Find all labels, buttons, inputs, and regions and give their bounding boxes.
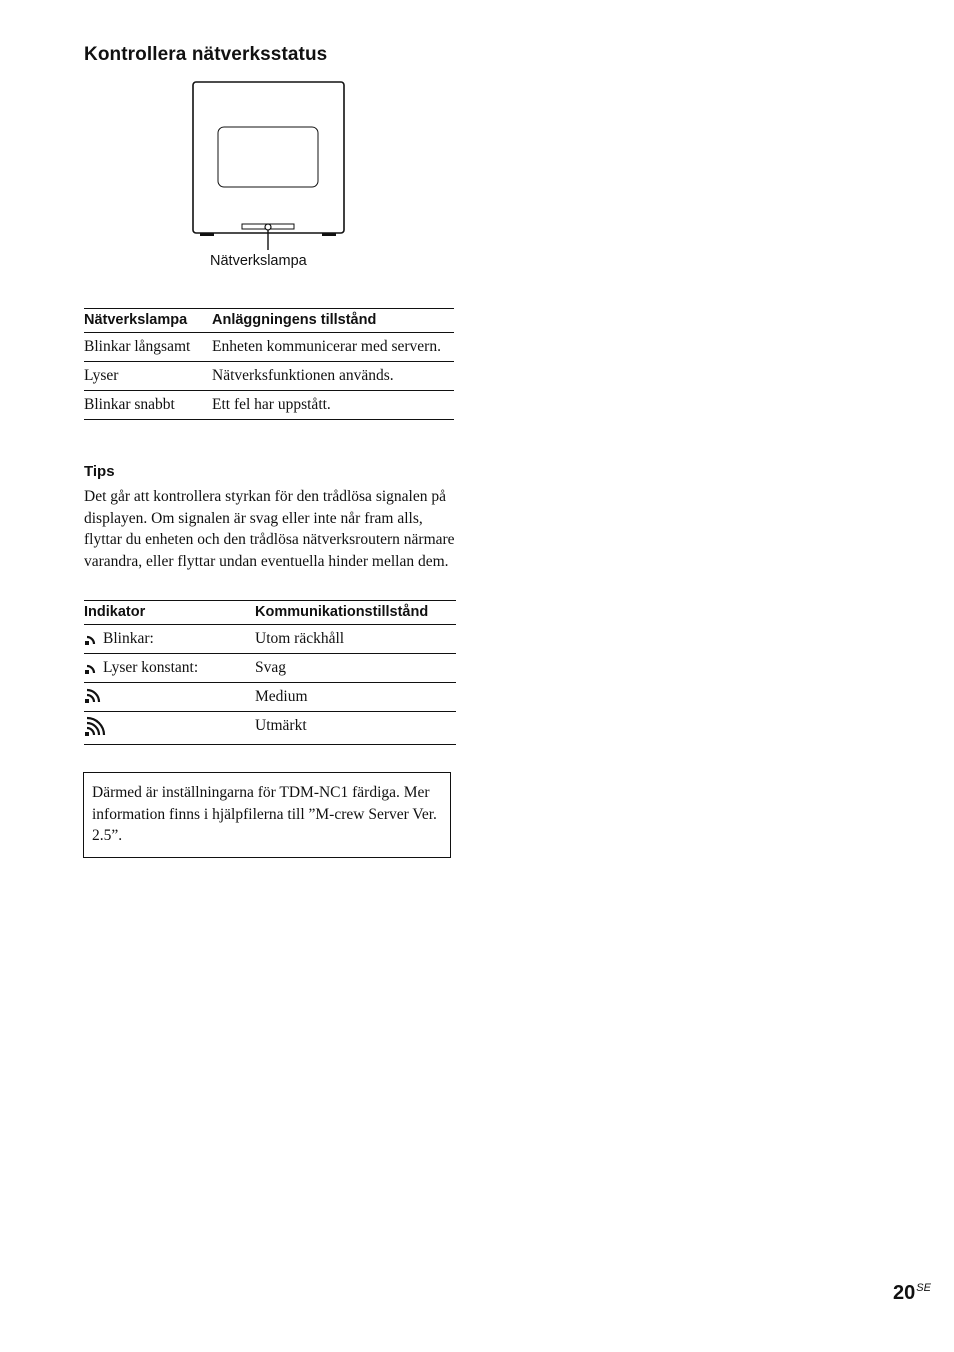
signal-2-bars-icon: [84, 686, 102, 704]
device-state-cell: Nätverksfunktionen används.: [212, 367, 394, 384]
table-row: [84, 625, 456, 654]
signal-1-bar-icon: [84, 661, 98, 675]
column-header: Indikator: [84, 604, 146, 620]
table-row: [84, 362, 454, 391]
lamp-state-cell: Lyser: [84, 367, 119, 384]
table-row: [84, 654, 456, 683]
page-number-value: 20: [893, 1282, 916, 1304]
network-lamp-table: [84, 308, 454, 420]
completion-note-box: Därmed är inställningarna för TDM-NC1 färdiga. Mer information finns i hjälpfilerna till ”M-crew Server Ver. 2.5”.: [83, 772, 451, 858]
tips-paragraph: Det går att kontrollera styrkan för den trådlösa signalen på displayen. Om signalen är svag eller inte når fram alls, flyttar du enheten och den trådlösa nätverksroutern närmare varandra, eller flyttar undan eventuella hinder mellan dem.: [84, 488, 455, 570]
indicator-cell: [84, 683, 255, 712]
indicator-cell: [84, 625, 255, 654]
indicator-text: Lyser konstant:: [103, 659, 199, 676]
tips-heading: Tips: [84, 463, 115, 480]
page-language-suffix: SE: [916, 1282, 931, 1294]
lamp-state-cell: Blinkar långsamt: [84, 338, 191, 355]
column-header: Kommunikationstillstånd: [255, 604, 429, 620]
table-row: [84, 391, 454, 420]
indicator-cell: [84, 654, 255, 683]
state-cell: Svag: [255, 659, 286, 676]
page-title: Kontrollera nätverksstatus: [84, 44, 328, 65]
network-lamp-label: Nätverkslampa: [210, 253, 307, 269]
signal-3-bars-icon: [84, 715, 106, 737]
device-state-cell: Ett fel har uppstått.: [212, 396, 331, 413]
table-header-row: [84, 601, 456, 625]
table-row: [84, 333, 454, 362]
indicator-text: Blinkar:: [103, 630, 154, 647]
indicator-cell: [84, 712, 255, 745]
device-illustration: [190, 80, 350, 275]
state-cell: Utom räckhåll: [255, 630, 345, 647]
signal-1-bar-icon: [84, 632, 98, 646]
page-number: [893, 1282, 931, 1305]
device-state-cell: Enheten kommunicerar med servern.: [212, 338, 441, 355]
signal-strength-table: [84, 600, 456, 745]
column-header: Anläggningens tillstånd: [212, 312, 377, 328]
table-row: [84, 712, 456, 745]
state-cell: Utmärkt: [255, 717, 307, 734]
table-row: [84, 683, 456, 712]
device-drawing: [190, 80, 350, 240]
column-header: Nätverkslampa: [84, 312, 188, 328]
table-header-row: [84, 309, 454, 333]
lamp-state-cell: Blinkar snabbt: [84, 396, 175, 413]
state-cell: Medium: [255, 688, 308, 705]
